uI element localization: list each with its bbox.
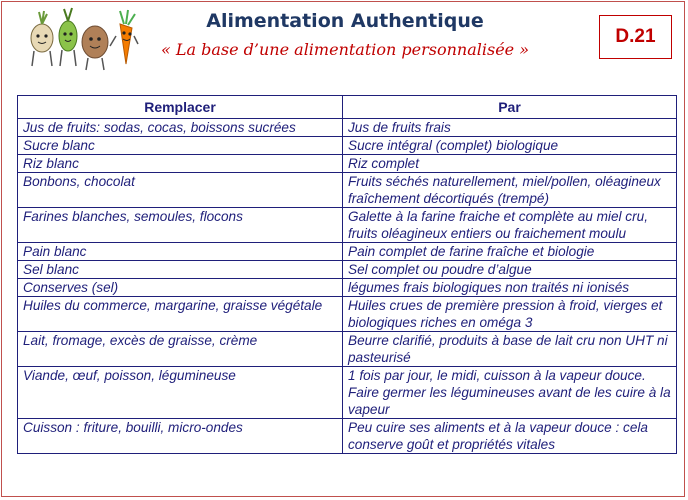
reference-label: D.21	[615, 26, 656, 47]
replace-cell: Riz blanc	[18, 155, 343, 173]
replace-cell: Jus de fruits: sodas, cocas, boissons sucrées	[18, 119, 343, 137]
vegetable-characters-icon	[20, 6, 140, 74]
replace-cell: Bonbons, chocolat	[18, 173, 343, 208]
replace-cell: Huiles du commerce, margarine, graisse végétale	[18, 297, 343, 332]
table-row	[18, 243, 677, 261]
by-cell: Peu cuire ses aliments et à la vapeur douce : cela conserve goût et propriétés vitales	[343, 419, 677, 454]
replace-cell: Lait, fromage, excès de graisse, crème	[18, 332, 343, 367]
by-cell: légumes frais biologiques non traités ni ionisés	[343, 279, 677, 297]
replace-cell: Farines blanches, semoules, flocons	[18, 208, 343, 243]
page-subtitle: « La base d’une alimentation personnalisée »	[160, 40, 530, 59]
by-cell: Beurre clarifié, produits à base de lait cru non UHT ni pasteurisé	[343, 332, 677, 367]
replace-cell: Conserves (sel)	[18, 279, 343, 297]
table-row	[18, 419, 677, 454]
by-cell: Sel complet ou poudre d’algue	[343, 261, 677, 279]
replace-cell: Viande, œuf, poisson, légumineuse	[18, 367, 343, 419]
replace-cell: Pain blanc	[18, 243, 343, 261]
table-row	[18, 119, 677, 137]
table-row	[18, 297, 677, 332]
table-row	[18, 332, 677, 367]
reference-badge	[599, 15, 672, 59]
table-row	[18, 155, 677, 173]
page-title: Alimentation Authentique	[206, 10, 484, 32]
table-header-row	[18, 96, 677, 119]
table-row	[18, 261, 677, 279]
replace-cell: Sucre blanc	[18, 137, 343, 155]
by-cell: Riz complet	[343, 155, 677, 173]
by-cell: 1 fois par jour, le midi, cuisson à la vapeur douce. Faire germer les légumineuses avant de les cuire à la vapeur	[343, 367, 677, 419]
table-row	[18, 279, 677, 297]
column-header-by: Par	[343, 96, 677, 119]
table-row	[18, 367, 677, 419]
table-row	[18, 173, 677, 208]
table-row	[18, 137, 677, 155]
substitution-table	[17, 95, 677, 454]
by-cell: Sucre intégral (complet) biologique	[343, 137, 677, 155]
by-cell: Fruits séchés naturellement, miel/pollen, oléagineux fraîchement décortiqués (trempé)	[343, 173, 677, 208]
by-cell: Galette à la farine fraiche et complète au miel cru, fruits oléagineux entiers ou fraichement moulu	[343, 208, 677, 243]
by-cell: Huiles crues de première pression à froid, vierges et biologiques riches en oméga 3	[343, 297, 677, 332]
column-header-replace: Remplacer	[18, 96, 343, 119]
table-row	[18, 208, 677, 243]
by-cell: Pain complet de farine fraîche et biologie	[343, 243, 677, 261]
by-cell: Jus de fruits frais	[343, 119, 677, 137]
replace-cell: Cuisson : friture, bouilli, micro-ondes	[18, 419, 343, 454]
page-frame-bottom	[1, 486, 685, 497]
replace-cell: Sel blanc	[18, 261, 343, 279]
